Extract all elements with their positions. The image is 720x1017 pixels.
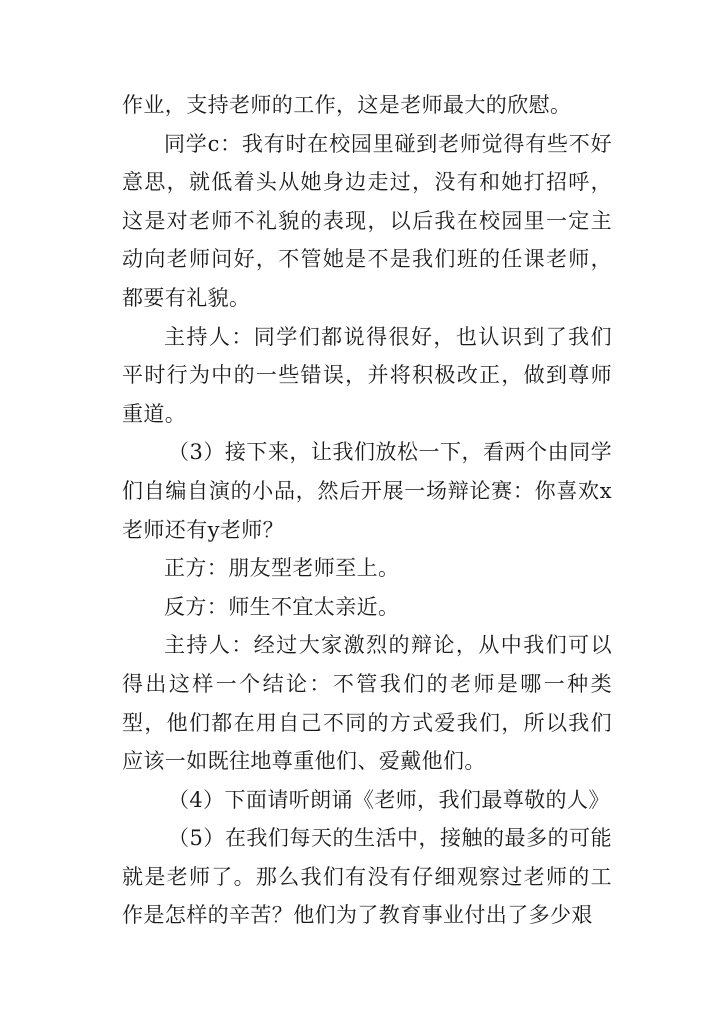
paragraph-item-5: （5）在我们每天的生活中，接触的最多的可能就是老师了。那么我们有没有仔细观察过老师的工作是怎样的辛苦？他们为了教育事业付出了多少艰: [122, 826, 612, 928]
paragraph-item-4: （4）下面请听朗诵《老师，我们最尊敬的人》: [168, 787, 610, 812]
document-body: [122, 86, 612, 935]
paragraph-continuation: 作业，支持老师的工作，这是老师最大的欣慰。: [122, 93, 572, 117]
paragraph-host-2: 主持人：经过大家激烈的辩论，从中我们可以得出这样一个结论：不管我们的老师是哪一种类型，他们都在用自己不同的方式爱我们，所以我们应该一如既往地尊重他们、爱戴他们。: [122, 633, 612, 774]
paragraph-affirmative: 正方：朋友型老师至上。: [164, 556, 400, 581]
paragraph-item-3: （3）接下来，让我们放松一下，看两个由同学们自编自演的小品，然后开展一场辩论赛：你喜欢x老师还有y老师？: [122, 440, 612, 542]
paragraph-negative: 反方：师生不宜太亲近。: [164, 594, 400, 619]
paragraph-student-c: 同学c：我有时在校园里碰到老师觉得有些不好意思，就低着头从她身边走过，没有和她打招呼，这是对老师不礼貌的表现，以后我在校园里一定主动向老师问好，不管她是不是我们班的任课老师，都要有礼貌。: [122, 131, 612, 310]
paragraph-host-1: 主持人：同学们都说得很好，也认识到了我们平时行为中的一些错误，并将积极改正，做到尊师重道。: [122, 324, 612, 426]
